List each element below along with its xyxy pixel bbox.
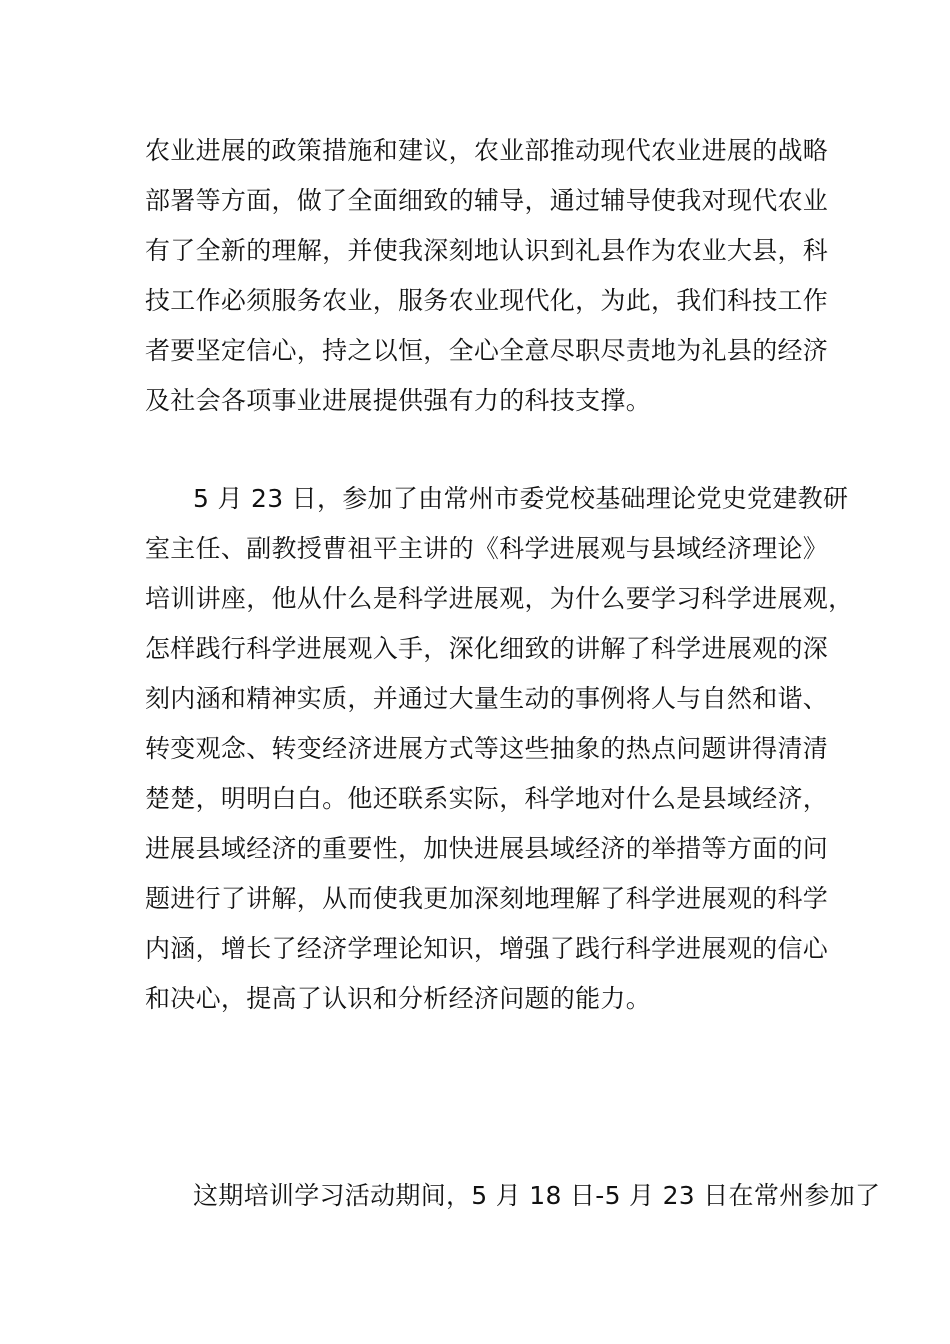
paragraph-line: 题进行了讲解，从而使我更加深刻地理解了科学进展观的科学	[145, 884, 829, 913]
paragraph-line: 者要坚定信心，持之以恒，全心全意尽职尽责地为礼县的经济	[145, 336, 829, 365]
paragraph-line: 及社会各项事业进展提供强有力的科技支撑。	[145, 386, 652, 415]
paragraph-line: 进展县域经济的重要性，加快进展县域经济的举措等方面的问	[145, 834, 829, 863]
paragraph-line: 农业进展的政策措施和建议，农业部推动现代农业进展的战略	[145, 136, 829, 165]
paragraph-line: 怎样践行科学进展观入手，深化细致的讲解了科学进展观的深	[145, 634, 829, 663]
paragraph-line: 部署等方面，做了全面细致的辅导，通过辅导使我对现代农业	[145, 186, 829, 215]
paragraph-line: 室主任、副教授曹祖平主讲的《科学进展观与县域经济理论》	[145, 534, 829, 563]
paragraph-line: 内涵，增长了经济学理论知识，增强了践行科学进展观的信心	[145, 934, 829, 963]
paragraph-line: 培训讲座，他从什么是科学进展观，为什么要学习科学进展观，	[145, 584, 854, 613]
paragraph-line: 技工作必须服务农业，服务农业现代化，为此，我们科技工作	[145, 286, 829, 315]
paragraph-line: 刻内涵和精神实质，并通过大量生动的事例将人与自然和谐、	[145, 684, 829, 713]
paragraph-line: 和决心，提高了认识和分析经济问题的能力。	[145, 984, 652, 1013]
paragraph-line: 楚楚，明明白白。他还联系实际，科学地对什么是县域经济，	[145, 784, 829, 813]
paragraph-line: 有了全新的理解，并使我深刻地认识到礼县作为农业大县，科	[145, 236, 829, 265]
paragraph-line: 5 月 23 日，参加了由常州市委党校基础理论党史党建教研	[193, 484, 849, 513]
paragraph-line: 转变观念、转变经济进展方式等这些抽象的热点问题讲得清清	[145, 734, 829, 763]
paragraph-line: 这期培训学习活动期间，5 月 18 日-5 月 23 日在常州参加了	[193, 1181, 881, 1210]
